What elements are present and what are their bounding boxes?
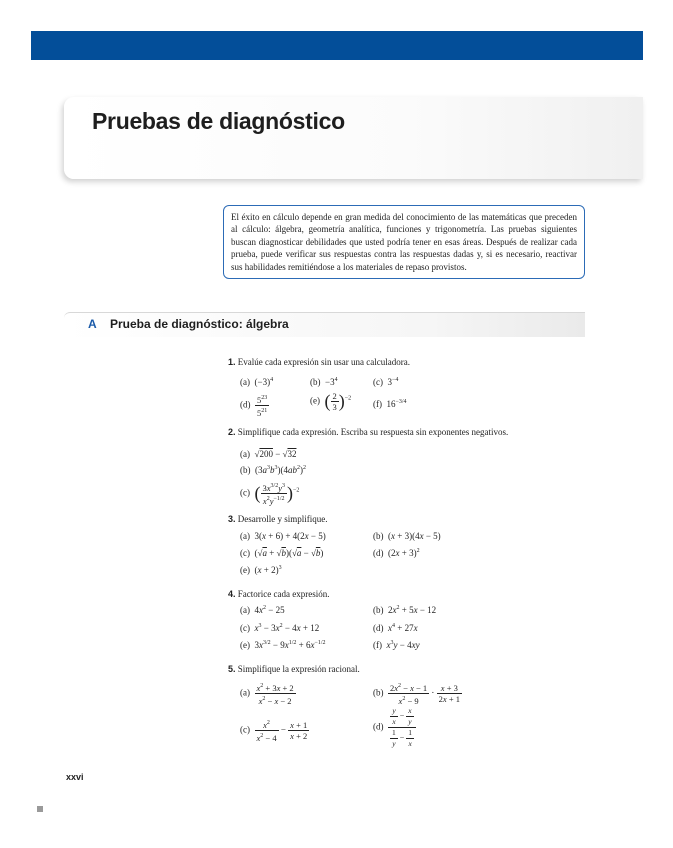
q3-c: (c) (√a + √b)(√a − √b) — [240, 548, 324, 558]
question-4: 4. Factorice cada expresión. — [228, 589, 330, 599]
q5-b: (b) $\frac{2x^2 - x - 1}{x^2 - 9}$ · $\frac{x + 3}{2x + 1}$ — [373, 682, 460, 706]
q3-e: (e) $(x + 2)^3$ — [240, 565, 282, 575]
q4-e: (e) $3x^{3/2} - 9x^{1/2} + 6x^{-1/2}$ — [240, 640, 326, 650]
question-3: 3. Desarrolle y simplifique. — [228, 514, 328, 524]
question-5: 5. Simplifique la expresión racional. — [228, 664, 360, 674]
q2-a: (a) √200 − √32 — [240, 449, 297, 459]
q4-d: (d) $x^4 + 27x$ — [373, 623, 418, 633]
q5-c: (c) $\frac{x^2}{x^2 - 4}$ − $\frac{x + 1}{x + 2}$ — [240, 719, 308, 743]
q4-f: (f) $x^3y - 4xy$ — [373, 640, 420, 650]
q5-d: (d) $\frac{y}{x}$ − $\frac{x}{y}$ $\frac{1}{y}$ − $\frac{1}{x}$ — [373, 706, 416, 749]
header-bar — [31, 31, 643, 60]
question-1: 1. Evalúe cada expresión sin usar una calculadora. — [228, 357, 410, 367]
q3-a: (a) 3(x + 6) + 4(2x − 5) — [240, 531, 326, 541]
q1-c: (c) $3^{-4}$ — [373, 377, 399, 387]
q1-d: (d) $\frac{5^{23}}{5^{21}}$ — [240, 394, 268, 418]
q1-a: (a) $(-3)^4$ — [240, 377, 274, 387]
q5-a: (a) $\frac{x^2 + 3x + 2}{x^2 - x - 2}$ — [240, 682, 294, 706]
q4-c: (c) $x^3 - 3x^2 - 4x + 12$ — [240, 623, 320, 633]
q4-b: (b) $2x^2 + 5x - 12$ — [373, 605, 437, 615]
question-2: 2. Simplifique cada expresión. Escriba su respuesta sin exponentes negativos. — [228, 427, 509, 437]
q4-a: (a) $4x^2 - 25$ — [240, 605, 285, 615]
q2-b: (b) $(3a^3b^3)(4ab^2)^2$ — [240, 465, 306, 475]
q1-b: $(b) -3^4$ — [310, 377, 338, 387]
q1-e: (e) ( $\frac{2}{3}$ )$^{-2}$ — [310, 391, 352, 412]
q2-c: (c) ( $\frac{3x^{3/2}y^3}{x^2y^{-1/2}}$ )$^{-2}$ — [240, 482, 300, 506]
intro-box: El éxito en cálculo depende en gran medida del conocimiento de las matemáticas que preceden al cálculo: álgebra, geometría analítica, funciones y trigonometría. Las pruebas siguientes buscan diagnosticar debilidades que usted podría tener en esas áreas. Después de realizar cada prueba, puede verificar sus respuestas contra las respuestas dadas y, si es necesario, reactivar sus habilidades remitiéndose a los materiales de repaso provistos. — [223, 205, 585, 279]
q1-f: (f) $16^{-3/4}$ — [373, 399, 407, 409]
q3-b: (b) (x + 3)(4x − 5) — [373, 531, 441, 541]
q3-d: (d) $(2x + 3)^2$ — [373, 548, 420, 558]
corner-marker — [37, 806, 43, 812]
section-letter: A — [88, 317, 97, 331]
page-title: Pruebas de diagnóstico — [92, 108, 345, 134]
page-number: xxvi — [66, 772, 84, 782]
section-title: Prueba de diagnóstico: álgebra — [110, 317, 289, 331]
